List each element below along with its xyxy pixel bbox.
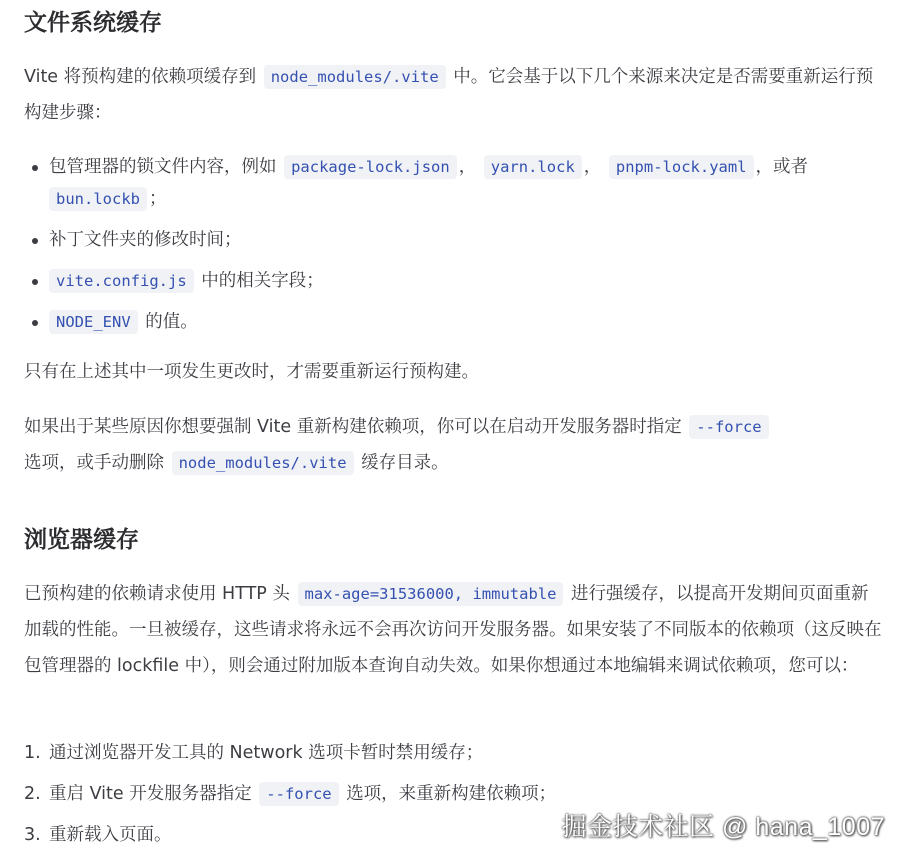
paragraph-rebuild-condition: 只有在上述其中一项发生更改时，才需要重新运行预构建。: [24, 362, 479, 382]
bullet-dot: [32, 279, 38, 285]
text: ，: [583, 157, 602, 177]
bullet-dot: [32, 320, 38, 326]
code-node-env: NODE_ENV: [49, 310, 138, 334]
list-item: [24, 224, 886, 256]
text: 重新载入页面。: [49, 825, 172, 845]
text: ，: [458, 157, 477, 177]
list-number: 3.: [24, 825, 41, 845]
heading-filesystem-cache: 文件系统缓存: [24, 10, 162, 36]
list-number: 2.: [24, 784, 41, 804]
list-item: [24, 733, 886, 774]
text: 通过浏览器开发工具的 Network 选项卡暂时禁用缓存；: [49, 743, 484, 763]
paragraph-browser-cache: [24, 576, 886, 684]
text: 重启 Vite 开发服务器指定: [49, 784, 252, 804]
text: 中的相关字段；: [201, 271, 324, 291]
cache-source-list: [24, 151, 886, 338]
text: 选项，来重新构建依赖项；: [346, 784, 557, 804]
text: 包管理器的锁文件内容，例如: [49, 157, 277, 177]
code-node-modules-vite: node_modules/.vite: [264, 65, 446, 89]
code-yarn-lock: yarn.lock: [484, 155, 582, 179]
text: ，或者: [755, 157, 809, 177]
code-node-modules-vite: node_modules/.vite: [172, 451, 354, 475]
text: 进行强缓存，以提高开发期间页面重新加载的性能。一旦被缓存，这些请求将永远不会再次访问开发服务器。如果安装了不同版本的依赖项（这反映在包管理器的 lockfile 中），则会通过附加版本查询自动失效。如果你想通过本地编辑来调试依赖项，您可以：: [24, 584, 882, 676]
bullet-dot: [32, 165, 38, 171]
bullet-dot: [32, 238, 38, 244]
list-item: [24, 265, 886, 297]
list-item: [24, 151, 886, 215]
text: 选项，或手动删除: [24, 453, 164, 473]
code-bun-lockb: bun.lockb: [49, 187, 147, 211]
paragraph-force-rebuild: [24, 409, 886, 481]
text: 已预构建的依赖请求使用 HTTP 头: [24, 584, 290, 604]
text: 补丁文件夹的修改时间；: [49, 230, 242, 250]
code-cache-header: max-age=31536000, immutable: [298, 582, 564, 606]
paragraph-filesystem-intro: [24, 59, 886, 131]
code-force-flag: --force: [259, 782, 338, 806]
text: 的值。: [145, 312, 198, 332]
text: 中。它会基于以下几个来源来决定是否需要重新运行预构建步骤：: [24, 67, 874, 123]
text: 缓存目录。: [361, 453, 449, 473]
code-force-flag: --force: [689, 415, 768, 439]
code-package-lock: package-lock.json: [284, 155, 457, 179]
list-item: [24, 306, 886, 338]
code-vite-config: vite.config.js: [49, 269, 194, 293]
heading-browser-cache: 浏览器缓存: [24, 527, 139, 553]
code-pnpm-lock: pnpm-lock.yaml: [609, 155, 754, 179]
watermark: 掘金技术社区 @ hana_1007: [561, 813, 885, 841]
text: 如果出于某些原因你想要强制 Vite 重新构建依赖项，你可以在启动开发服务器时指定: [24, 417, 682, 437]
text: Vite 将预构建的依赖项缓存到: [24, 67, 257, 87]
list-number: 1.: [24, 743, 41, 763]
text: ；: [149, 189, 167, 209]
